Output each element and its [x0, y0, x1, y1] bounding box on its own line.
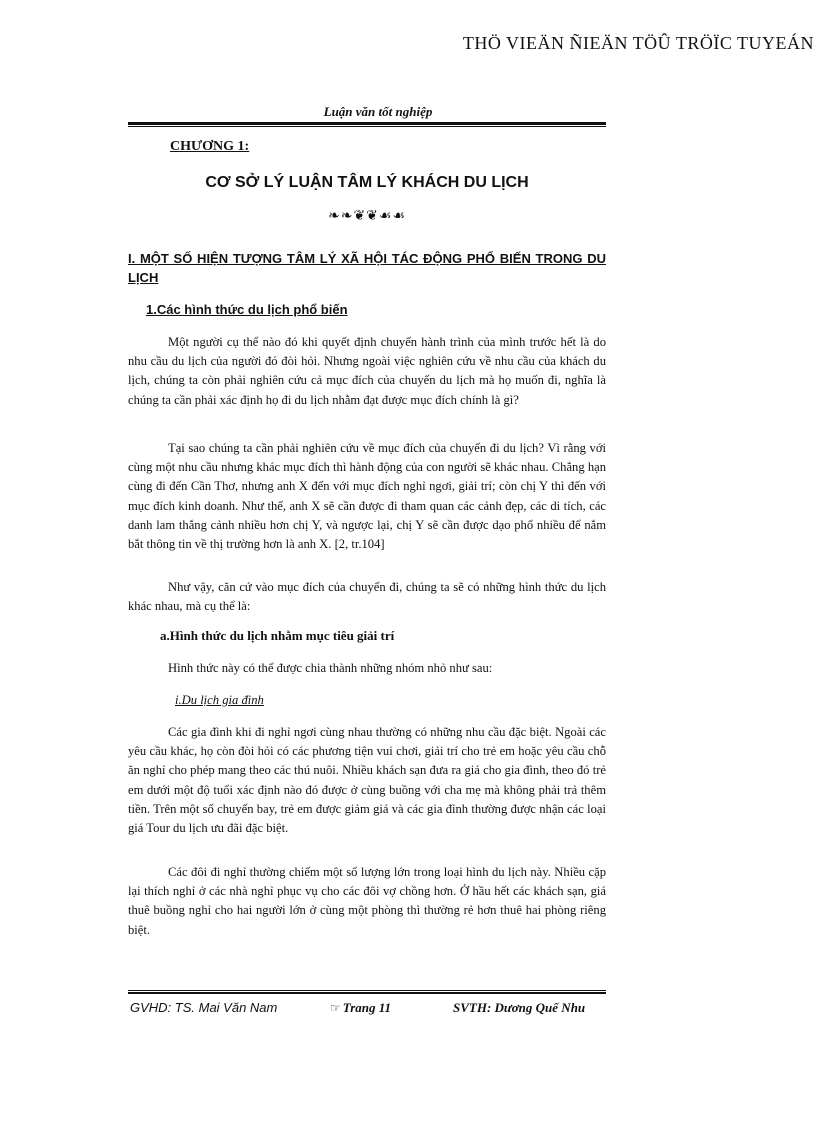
pointing-hand-icon: ☞	[330, 1001, 341, 1015]
paragraph-1: Một người cụ thể nào đó khi quyết định chuyến hành trình của mình trước hết là do nhu cầu du lịch của người đó đòi hỏi. Nhưng ngoài việc nghiên cứu về nhu cầu của khách du lịch, chúng ta còn phải nghiên cứu cả mục đích của chuyến du lịch mà họ muốn đi, nghĩa là chúng ta cần phải xác định họ đi du lịch nhằm đạt được mục đích chính là gì?	[128, 335, 606, 407]
document-header-title: Luận văn tốt nghiệp	[323, 104, 433, 119]
page-number: Trang 11	[342, 1000, 392, 1015]
footer-divider	[128, 990, 606, 994]
footer-page	[330, 1000, 391, 1016]
subheading-a: a.Hình thức du lịch nhằm mục tiêu giải trí	[160, 628, 395, 643]
section-heading: I. MỘT SỐ HIỆN TƯỢNG TÂM LÝ XÃ HỘI TÁC ĐỘNG PHỔ BIẾN TRONG DU LỊCH	[128, 251, 606, 285]
site-watermark: THÖ VIEÄN ÑIEÄN TÖÛ TRÖÏC TUYEÁN	[462, 33, 814, 53]
chapter-label: CHƯƠNG 1:	[170, 139, 250, 154]
header-divider	[128, 122, 606, 127]
ornament-divider: ❧❧❦❦☙☙	[327, 208, 407, 224]
paragraph-4: Các gia đình khi đi nghỉ ngơi cùng nhau thường có những nhu cầu đặc biệt. Ngoài các yêu cầu khác, họ còn đòi hỏi có các phương tiện vui chơi, giải trí cho trẻ em hoặc yêu cầu chỗ ăn nghỉ cho phép mang theo các thú nuôi. Nhiều khách sạn đưa ra giá cho gia đình, theo đó trẻ em dưới một độ tuổi xác định nào đó được ở cùng buồng với cha mẹ mà không phải trả thêm tiền. Trên một số chuyến bay, trẻ em được giảm giá và các gia đình thường được nhận các loại giá Tour du lịch ưu đãi đặc biệt.	[128, 725, 606, 836]
subheading-i: i.Du lịch gia đình	[175, 693, 264, 707]
paragraph-5: Các đôi đi nghỉ thường chiếm một số lượng lớn trong loại hình du lịch này. Nhiều cặp lại thích nghỉ ở các nhà nghỉ phục vụ cho các đôi vợ chồng hơn. Ở hầu hết các khách sạn, giá thuê buồng nghỉ cho hai người lớn ở cùng một phòng thì thường rẻ hơn thuê hai phòng riêng biệt.	[128, 865, 606, 937]
chapter-title: CƠ SỞ LÝ LUẬN TÂM LÝ KHÁCH DU LỊCH	[205, 174, 529, 191]
intro-text-a: Hình thức này có thể được chia thành những nhóm nhỏ như sau:	[168, 661, 493, 675]
subsection-heading: 1.Các hình thức du lịch phổ biến	[146, 302, 348, 317]
paragraph-3: Như vậy, căn cứ vào mục đích của chuyến đi, chúng ta sẽ có những hình thức du lịch khác nhau, mà cụ thể là:	[128, 580, 606, 614]
footer-student: SVTH: Dương Quế Nhu	[453, 1000, 586, 1015]
paragraph-2: Tại sao chúng ta cần phải nghiên cứu về mục đích của chuyến đi du lịch? Vì rằng với cùng một nhu cầu nhưng khác mục đích thì hành động của con người sẽ khác nhau. Chẳng hạn cùng đi đến Cần Thơ, nhưng anh X đến với mục đích nghỉ ngơi, giải trí; còn chị Y thì đến với mục đích kinh doanh. Như thế, anh X sẽ cần được đi tham quan các cảnh đẹp, các di tích, các danh lam thắng cảnh nhiều hơn chị Y, và ngược lại, chị Y sẽ cần được dạo phố nhiều để nắm bắt thông tin về thị trường hơn là anh X. [2, tr.104]	[128, 441, 606, 552]
footer-advisor: GVHD: TS. Mai Văn Nam	[130, 1000, 278, 1015]
